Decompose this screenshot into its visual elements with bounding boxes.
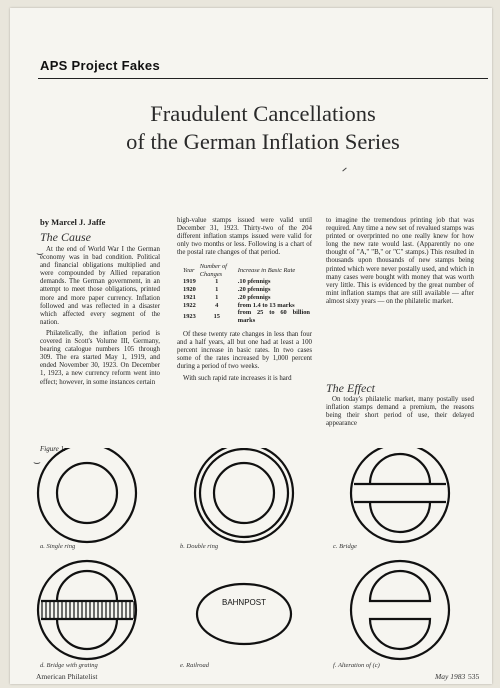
section-heading-effect: The Effect (326, 381, 375, 395)
figure-caption: c. Bridge (333, 543, 357, 550)
paragraph: On today's philatelic market, many postally used inflation stamps demand a premium, the reasons being their short period of use, their delayed appearance (326, 396, 474, 428)
table-cell: 1922 (183, 301, 196, 309)
column-3-text (326, 217, 474, 306)
article-title-line-2: of the German Inflation Series (126, 129, 400, 154)
author-byline: by Marcel J. Jaffe (40, 217, 106, 227)
table-header: Year (183, 267, 195, 275)
table-cell: from 25 to 60 billion marks (237, 309, 310, 325)
table-cell: .20 pfennigs (237, 293, 271, 301)
column-1-text (40, 246, 160, 387)
alteration-diagram (351, 561, 449, 659)
article-title-line-1: Fraudulent Cancellations (150, 101, 376, 126)
table-row (181, 294, 312, 302)
table-cell: 1 (215, 286, 219, 294)
table-cell: 1919 (183, 278, 196, 286)
table-header: Increase in Basic Rate (237, 267, 296, 275)
ink-curl-mark: ⌣ (36, 246, 44, 260)
paragraph: high-value stamps issued were valid until December 31, 1923. Thirty-two of the 204 different inflation stamps issued were valid for only two months or less. Following is a chart of the postal rate changes of that period. (177, 217, 312, 257)
postal-rate-table (181, 263, 312, 325)
table-cell: 1 (215, 278, 219, 286)
paragraph: Of these twenty rate changes in less than four and a half years, all but one had at least a 100 percent increase in basic rates. In two cases some of the rates increased by 1,000 percent during a period of two weeks. (177, 331, 312, 371)
table-cell: 1921 (183, 293, 196, 301)
cancellation-diagrams (10, 448, 492, 684)
figure-caption: a. Single ring (40, 543, 76, 550)
ink-curl-mark: ⌣ (33, 455, 41, 469)
figure-title: Figure 1. (40, 445, 66, 453)
table-row (181, 278, 312, 286)
table-row (181, 286, 312, 294)
table-header: Number of Changes (199, 263, 227, 278)
double-ring-diagram (195, 448, 293, 542)
figure-caption: d. Bridge with grating (40, 662, 98, 669)
figure-caption: e. Railroad (180, 662, 210, 669)
table-cell: 1920 (183, 286, 196, 294)
column-2-text (177, 217, 312, 383)
publication-footer: American Philatelist (36, 672, 98, 681)
single-ring-diagram (38, 448, 136, 542)
paragraph: With such rapid rate increases it is hard (183, 374, 292, 382)
page-number: 535 (468, 672, 480, 681)
section-heading-cause: The Cause (40, 230, 91, 244)
table-cell: from 1.4 to 13 marks (237, 301, 295, 309)
bridge-with-grating-diagram (38, 561, 136, 659)
bridge-diagram (351, 448, 449, 542)
paragraph: At the end of World War I the German economy was in bad condition. Political and financial obligations multiplied and were compounded by Allied reparation demands. The German government, in an attempt to meet those obligations, printed more and more paper currency. Inflation followed and was reflected in a disaster which affected every segment of the nation. (40, 246, 160, 326)
table-row (181, 309, 312, 325)
header-rule (38, 78, 488, 79)
table-cell: 1 (215, 293, 219, 301)
table-cell: .20 pfennigs (237, 286, 271, 294)
paragraph: Philatelically, the inflation period is covered in Scott's Volume III, Germany, bearing catalogue numbers 105 through 309. The era started May 1, 1919, and ended November 30, 1923. On December 1, 1923, a new currency reform went into effect; however, in some instances certain (40, 329, 160, 386)
railroad-stamp-label: BAHNPOST (221, 598, 267, 607)
column-3-text-continued (326, 396, 474, 428)
table-cell: .10 pfennigs (237, 278, 271, 286)
figure-caption: b. Double ring (180, 543, 219, 550)
table-cell: 15 (213, 313, 220, 321)
table-cell: 4 (215, 301, 219, 309)
figure-caption: f. Alteration of (c) (333, 662, 380, 669)
footer-date: May 1983 (435, 672, 466, 681)
paragraph: to imagine the tremendous printing job that was required. Any time a new set of revalued stamps was printed or overprinted no one really knew for how long the new rate would last. (Apparently no one thought of "A," "B," or "C" stamps.) This resulted in thousands upon thousands of new stamps being printed which were never postally used, and which in many cases were bought with money that was worth very little. This is evidenced by the great number of mint inflation stamps that are still available — after almost sixty years — on the philatelic market. (326, 217, 474, 305)
railroad-diagram (197, 584, 291, 644)
table-row (181, 302, 312, 310)
magazine-page (10, 8, 492, 684)
table-cell: 1923 (183, 313, 196, 321)
section-kicker: APS Project Fakes (40, 58, 160, 73)
pen-mark (342, 168, 346, 172)
